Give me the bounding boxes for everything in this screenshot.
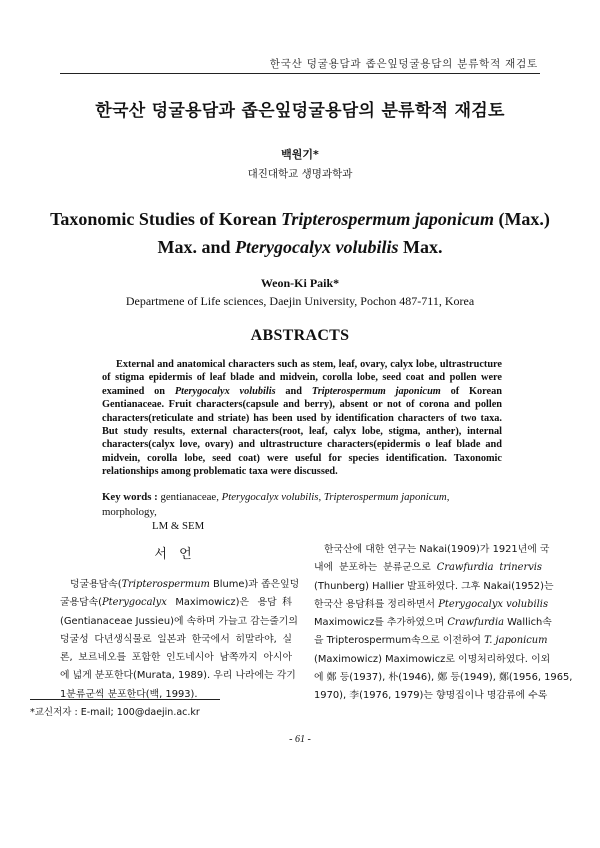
abstract-species: Tripterospermum japonicum [311,385,441,397]
keywords-text: morphology, [102,505,157,518]
abstract-text: External and anatomical characters such as stem, leaf, ovary, calyx lobe, ultrastructure of stigma epidermis of leaf blade and midvein, corolla lobe, seed coat and pollen were examined on [102,359,502,397]
header-rule [60,73,540,74]
text-line: 을 Tripterospermum속으로 이전하여 T. japonicum [314,635,548,647]
text-line: 1970), 李(1976, 1979)는 향명집이나 명감류에 수록 [314,690,548,702]
abstract-text: of Korean Gentianaceae. Fruit characters(capsule and berry), absent or not of corona and pollen characters(reticulate and striate) has been used by identification characters of two taxa. But study results, external characters(root, leaf, calyx lobe, stigma, anther), internal characters(calyx love, ovary) and ultrastructure characters(epidermis o leaf blade and midvein, corolla lobe, seed coat) were useful for species identification. Taxonomic relationships among problematic taxa were discussed. [102,385,502,478]
section-heading-introduction: 서 언 [154,547,196,562]
abstract-body [102,358,502,479]
running-header: 한국산 덩굴용담과 좁은잎덩굴용담의 분류학적 재검토 [269,58,538,70]
abstract-species: Pterygocalyx volubilis [174,385,276,397]
title-english [0,205,600,261]
title-en-part: Taxonomic Studies of Korean [50,209,282,229]
title-en-part: (Max.) [493,209,550,229]
text-line: 에 넓게 분포한다(Murata, 1989). 우리 나라에는 각기 [60,670,296,682]
footnote-rule [30,699,220,700]
keywords-species: Pterygocalyx volubilis, Tripterospermum japonicum, [221,491,450,503]
left-column [60,576,300,704]
abstract-heading: ABSTRACTS [250,327,350,344]
text-line: 덩굴용담속(Tripterospermum Blume)과 좁은잎덩 [70,579,300,590]
title-en-species-2: Pterygocalyx volubilis [235,237,399,257]
text-line: 덩굴성 다년생식물로 일본과 한국에서 히말라야, 실 [60,633,292,645]
text-line: 한국산에 대한 연구는 Nakai(1909)가 1921년에 국 [324,544,550,555]
page-number: - 61 - [289,734,311,745]
text-line: 굴용담속(Pterygocalyx Maximowicz)은 용담科 [60,597,292,609]
title-korean: 한국산 덩굴용담과 좁은잎덩굴용담의 분류학적 재검토 [95,101,505,121]
text-line: 1분류군씩 분포한다(백, 1993). [60,688,198,700]
author-english: Weon-Ki Paik* [260,276,340,290]
text-line: (Gentianaceae Jussieu)에 속하며 가늘고 감는줄기의 [60,615,298,627]
text-line: 론, 보르네오를 포함한 인도네시아 남쪽까지 아시아 [60,652,292,664]
affiliation-korean: 대진대학교 생명과학과 [247,168,353,180]
text-line: 에 鄭 등(1937), 朴(1946), 鄭 등(1949), 鄭(1956, 1965, [314,672,573,684]
right-column [314,541,573,706]
footnote-corresponding-author: *교신저자 : E-mail; 100@daejin.ac.kr [30,707,200,718]
title-en-part: Max. [398,237,443,257]
text-line: 내에 분포하는 분류군으로 Crawfurdia trinervis [314,562,543,574]
keywords-text: LM & SEM [152,520,205,532]
title-en-part: Max. and [157,237,236,257]
abstract-text: and [275,385,312,397]
keywords-label: Key words : [102,491,158,503]
text-line: (Maximowicz) Maximowicz로 이명처리하였다. 이외 [314,653,551,665]
text-line: 한국산 용담科를 정리하면서 Pterygocalyx volubilis [314,598,549,610]
keywords [102,490,502,534]
keywords-text: gentianaceae, [157,491,222,503]
title-en-species-1: Tripterospermum japonicum [281,209,494,229]
text-line: Maximowicz를 추가하였으며 Crawfurdia Wallich속 [314,617,552,629]
author-korean: 백원기* [281,148,319,161]
text-line: (Thunberg) Hallier 발표하였다. 그후 Nakai(1952)는 [314,580,554,592]
affiliation-english: Departmene of Life sciences, Daejin University, Pochon 487-711, Korea [125,294,475,308]
